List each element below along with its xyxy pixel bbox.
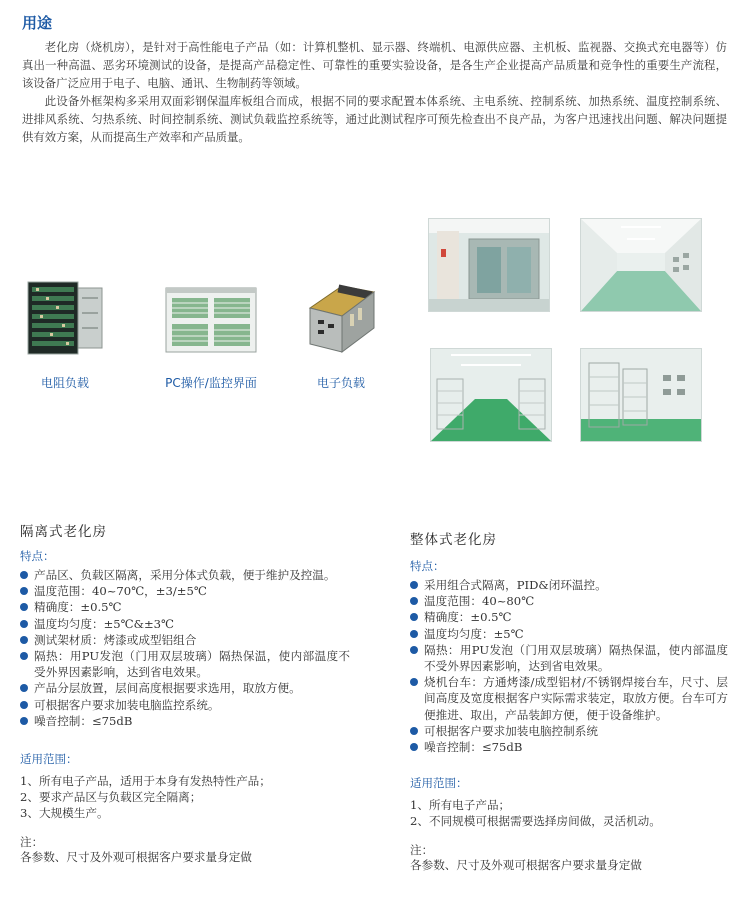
integrated-features-label: 特点： [410, 559, 445, 573]
bullet-dot-icon [20, 603, 28, 611]
list-item: 采用组合式隔离，PID&闭环温控。 [410, 577, 728, 593]
list-item: 温度均匀度：±5℃ [410, 626, 728, 642]
burn-in-room-corridor-photo [580, 218, 702, 312]
product-caption: 电子负载 [316, 376, 365, 390]
bullet-dot-icon [20, 684, 28, 692]
burn-in-room-carts-photo [580, 348, 702, 442]
product-caption: 电阻负载 [40, 376, 89, 390]
bullet-dot-icon [410, 727, 418, 735]
list-item: 产品区、负载区隔离，采用分体式负载，便于维护及控温。 [20, 567, 350, 583]
list-item: 噪音控制：≤75dB [20, 713, 350, 729]
isolated-scope-label: 适用范围： [20, 752, 78, 767]
bullet-dot-icon [20, 636, 28, 644]
bullet-dot-icon [410, 630, 418, 638]
isolated-features-list [20, 567, 350, 729]
bullet-dot-icon [410, 646, 418, 654]
product-pc-interface [156, 278, 266, 391]
bullet-dot-icon [20, 717, 28, 725]
bullet-dot-icon [20, 587, 28, 595]
list-item: 温度范围：40~70℃，±3/±5℃ [20, 583, 350, 599]
burn-in-room-racks-photo [430, 348, 552, 442]
bullet-dot-icon [410, 613, 418, 621]
list-item: 温度均匀度：±5℃&±3℃ [20, 616, 350, 632]
list-item: 可根据客户要求加装电脑控制系统 [410, 723, 728, 739]
bullet-dot-icon [410, 743, 418, 751]
product-electronic-load [296, 278, 386, 391]
electronic-load-module-image [302, 278, 380, 358]
integrated-room-title: 整体式老化房 [410, 532, 497, 548]
list-item: 精确度：±0.5℃ [20, 599, 350, 615]
list-item: 隔热：用PU发泡（门用双层玻璃）隔热保温，使内部温度不受外界因素影响，达到省电效果。 [410, 642, 728, 674]
usage-title: 用途 [22, 14, 53, 32]
integrated-room-section [410, 528, 728, 873]
pc-monitor-interface-image [164, 278, 258, 358]
bullet-dot-icon [410, 597, 418, 605]
bullet-dot-icon [410, 581, 418, 589]
list-item: 1、所有电子产品； [410, 798, 511, 813]
isolated-room-title: 隔离式老化房 [20, 524, 107, 540]
isolated-features-label: 特点： [20, 549, 55, 563]
isolated-note-label: 注： [20, 835, 44, 850]
list-item: 烧机台车：方通烤漆/成型铝材/不锈钢焊接台车，尺寸、层间高度及宽度根据客户实际需求装定，取放方便。台车可方便推进、取出，产品装卸方便，便于设备维护。 [410, 674, 728, 723]
list-item: 噪音控制：≤75dB [410, 739, 728, 755]
integrated-note: 各参数、尺寸及外观可根据客户要求量身定做 [410, 858, 642, 873]
usage-paragraph-1: 老化房（烧机房），是针对于高性能电子产品（如：计算机整机、显示器、终端机、电源供应器、主机板、监视器、交换式充电器等）仿真出一种高温、恶劣环境测试的设备，是提高产品稳定性、可靠性的重要实验设备，是各生产企业提高产品质量和竞争性的重要生产流程，该设备广泛应用于电子、电脑、通讯、生物制药等领域。 [22, 40, 727, 90]
list-item: 隔热：用PU发泡（门用双层玻璃）隔热保温，使内部温度不受外界因素影响，达到省电效果。 [20, 648, 350, 680]
list-item: 温度范围：40~80℃ [410, 593, 728, 609]
list-item: 2、要求产品区与负载区完全隔离； [20, 790, 202, 805]
list-item: 2、不同规模可根据需要选择房间做，灵活机动。 [410, 814, 661, 829]
resistor-load-panel-image [26, 278, 104, 358]
bullet-dot-icon [20, 571, 28, 579]
list-item: 3、大规模生产。 [20, 806, 109, 821]
bullet-dot-icon [20, 620, 28, 628]
product-resistor-load [20, 278, 110, 391]
list-item: 测试架材质：烤漆或成型铝组合 [20, 632, 350, 648]
isolated-room-section [20, 520, 350, 865]
list-item: 精确度：±0.5℃ [410, 609, 728, 625]
bullet-dot-icon [20, 652, 28, 660]
list-item: 1、所有电子产品，适用于本身有发热特性产品； [20, 774, 271, 789]
integrated-features-list [410, 577, 728, 755]
isolated-scope-list [20, 773, 350, 821]
integrated-note-label: 注： [410, 843, 434, 858]
usage-paragraph-2: 此设备外框架构多采用双面彩钢保温库板组合而成，根据不同的要求配置本体系统、主电系统、控制系统、加热系统、温度控制系统、进排风系统、匀热系统、时间控制系统、测试负载监控系统等，通过此测试程序可预先检查出不良产品，为客户迅速找出问题、解决问题提供有效方案，从而提高生产效率和产品质量。 [22, 94, 727, 144]
burn-in-room-door-photo [428, 218, 550, 312]
bullet-dot-icon [20, 701, 28, 709]
list-item: 产品分层放置，层间高度根据要求选用，取放方便。 [20, 680, 350, 696]
integrated-scope-list [410, 797, 728, 829]
list-item: 可根据客户要求加装电脑监控系统。 [20, 697, 350, 713]
integrated-scope-label: 适用范围： [410, 776, 468, 791]
product-caption: PC操作/监控界面 [165, 376, 257, 390]
bullet-dot-icon [410, 678, 418, 686]
isolated-note: 各参数、尺寸及外观可根据客户要求量身定做 [20, 850, 252, 865]
usage-intro [22, 38, 727, 146]
